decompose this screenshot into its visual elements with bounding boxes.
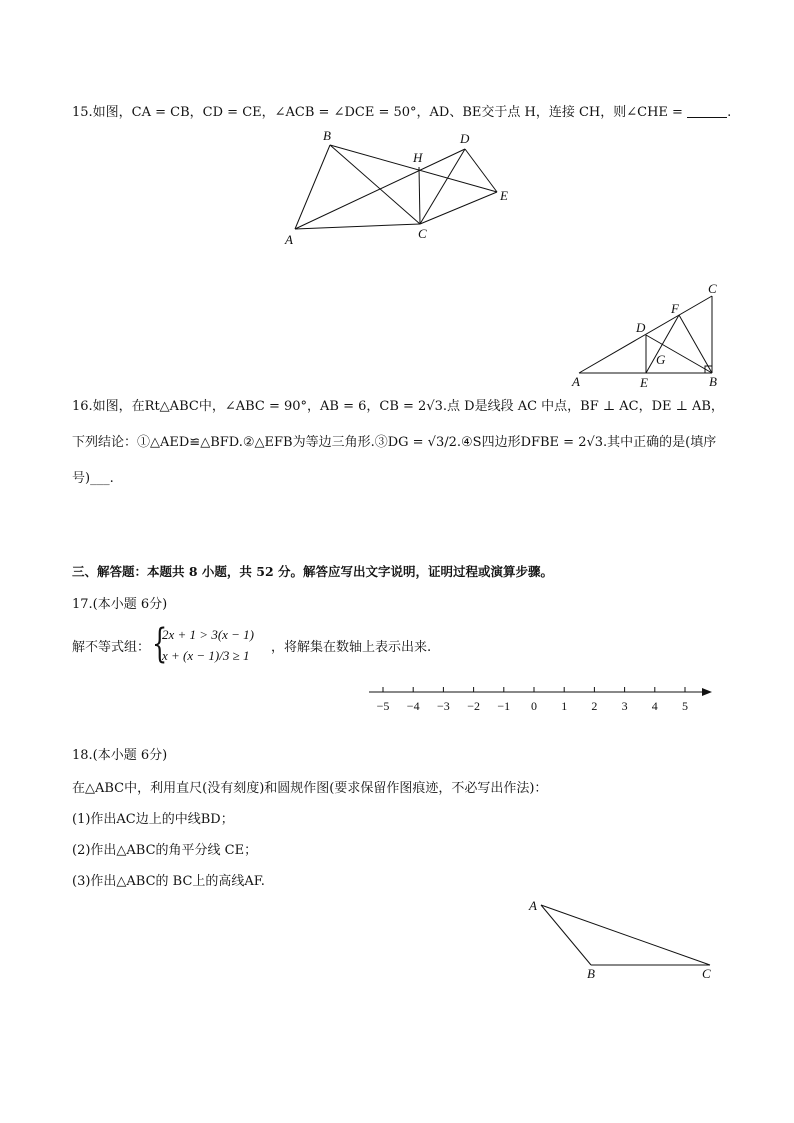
q17-header: 17.(本小题 6分) — [72, 597, 168, 612]
q16-label-F: F — [671, 301, 679, 316]
q17-ineq2: x + (x − 1)/3 ≥ 1 — [162, 648, 250, 663]
q15-label-C: C — [418, 226, 427, 241]
q16-label-D: D — [636, 320, 646, 335]
number-line-tick-label: −3 — [437, 699, 450, 713]
q18-line1: 在△ABC中，利用直尺(没有刻度)和圆规作图(要求保留作图痕迹，不必写出作法)： — [72, 781, 548, 796]
q18-item2: (2)作出△ABC的角平分线 CE； — [72, 843, 258, 858]
q15-label-E: E — [500, 188, 508, 203]
number-line-tick-label: −1 — [497, 699, 511, 713]
q16-label-B: B — [709, 374, 717, 389]
q18-item3: (3)作出△ABC的 BC上的高线AF. — [72, 874, 265, 889]
q15-label-H: H — [413, 150, 423, 165]
number-line-tick-label: 2 — [591, 699, 598, 713]
q15-tail: . — [727, 105, 732, 120]
number-line-tick-label: −5 — [376, 699, 390, 713]
q17-suffix: ，将解集在数轴上表示出来. — [271, 640, 432, 655]
number-line-tick-label: 5 — [682, 699, 688, 713]
q17-brace: { — [152, 621, 168, 667]
q16-line3: 号)___. — [72, 471, 114, 486]
q16-line1: 16.如图，在Rt△ABC中，∠ABC = 90°，AB = 6，CB = 2√3.点 D是线段 AC 中点，BF ⊥ AC，DE ⊥ AB， — [72, 399, 724, 414]
q18-label-B: B — [587, 966, 595, 981]
q15-label-B: B — [323, 128, 331, 143]
q18-label-C: C — [702, 966, 711, 981]
q16-label-C: C — [708, 281, 717, 296]
q15-label-D: D — [460, 131, 470, 146]
number-line-tick-label: 3 — [621, 699, 628, 713]
q16-line2: 下列结论：①△AED≌△BFD.②△EFB为等边三角形.③DG = √3/2.④S四边形DFBE = 2√3.其中正确的是(填序 — [72, 435, 717, 450]
q16-label-E: E — [640, 375, 648, 390]
number-line-tick-label: 0 — [531, 699, 537, 713]
number-line-tick-label: −2 — [467, 699, 480, 713]
section-title: 三、解答题：本题共 8 小题，共 52 分。解答应写出文字说明，证明过程或演算步骤。 — [72, 564, 554, 579]
q18-item1: (1)作出AC边上的中线BD； — [72, 812, 234, 827]
number-line-tick-label: 4 — [651, 699, 658, 713]
number-line-tick-label: −4 — [406, 699, 420, 713]
number-line-tick-label: 1 — [561, 699, 568, 713]
q17-prompt: 解不等式组： — [72, 640, 151, 655]
q18-header: 18.(本小题 6分) — [72, 748, 168, 763]
q18-label-A: A — [529, 898, 537, 913]
q16-label-G: G — [656, 352, 666, 367]
q15-question: 15.如图，CA = CB，CD = CE，∠ACB = ∠DCE = 50°，AD、BE交于点 H，连接 CH，则∠CHE = — [72, 105, 688, 120]
q16-label-A: A — [572, 374, 580, 389]
q17-ineq1: 2x + 1 > 3(x − 1) — [162, 627, 255, 642]
q15-label-A: A — [285, 232, 293, 247]
